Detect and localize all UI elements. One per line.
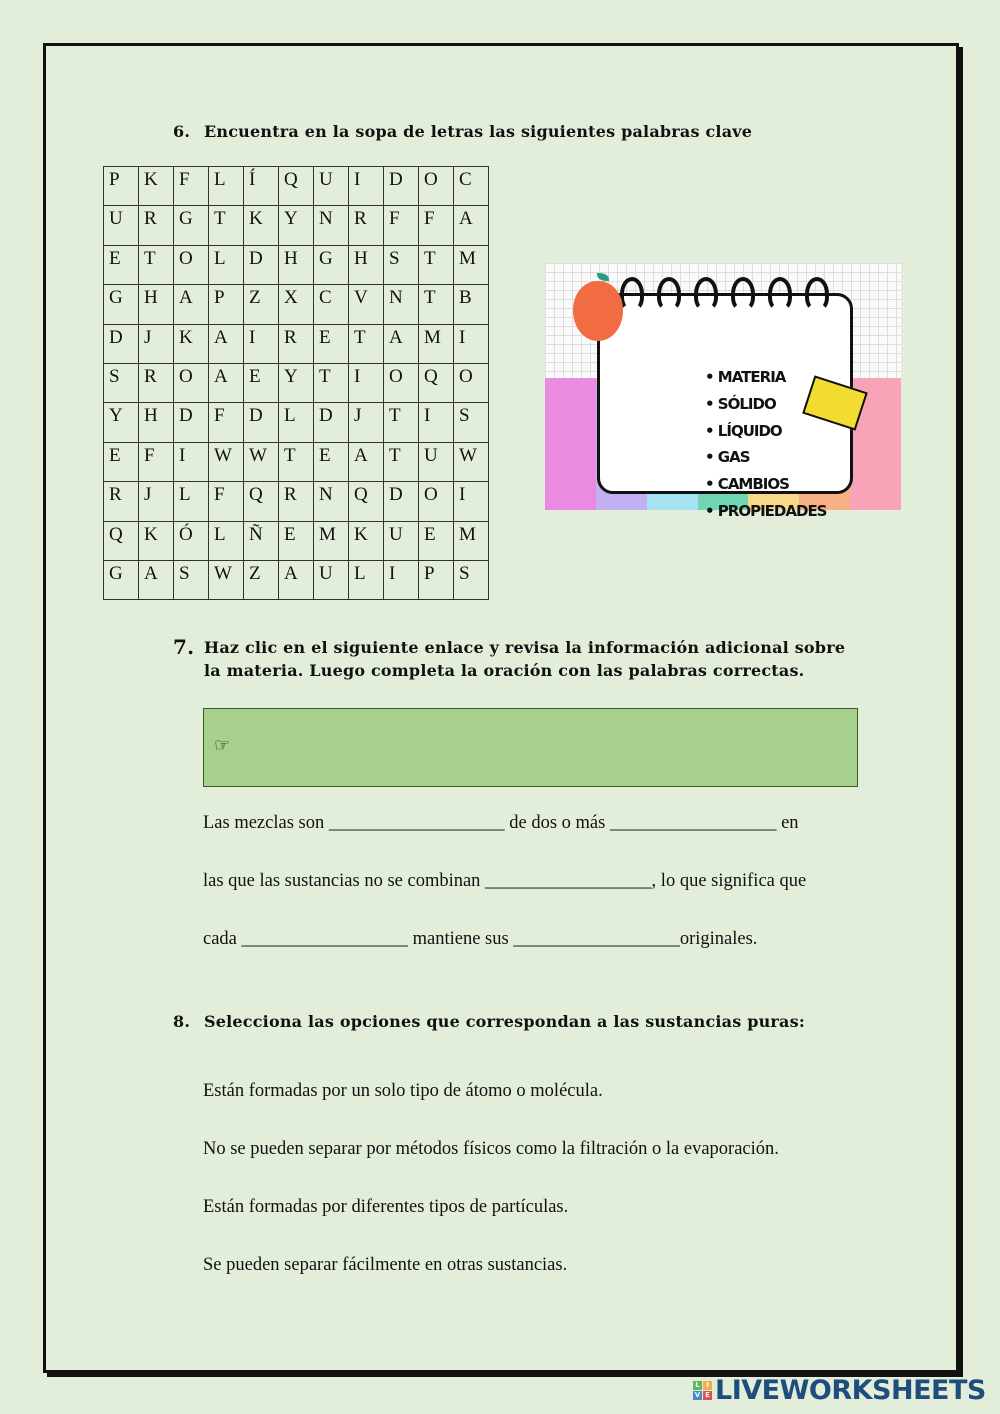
- grid-cell[interactable]: A: [349, 442, 384, 481]
- grid-cell[interactable]: G: [174, 206, 209, 245]
- grid-cell[interactable]: Q: [279, 167, 314, 206]
- fill-blank-line[interactable]: las que las sustancias no se combinan __________________, lo que significa que: [203, 871, 807, 891]
- grid-cell[interactable]: R: [279, 482, 314, 521]
- grid-cell[interactable]: U: [419, 442, 454, 481]
- grid-cell[interactable]: C: [454, 167, 489, 206]
- grid-cell[interactable]: M: [454, 521, 489, 560]
- logo-letter: L: [693, 1381, 702, 1390]
- grid-cell[interactable]: T: [384, 403, 419, 442]
- grid-cell[interactable]: S: [174, 560, 209, 599]
- ring-icon: [731, 277, 755, 311]
- grid-cell[interactable]: K: [174, 324, 209, 363]
- option-4[interactable]: Se pueden separar fácilmente en otras sustancias.: [203, 1255, 568, 1275]
- grid-row: [104, 285, 489, 324]
- grid-cell[interactable]: I: [419, 403, 454, 442]
- leaf-icon: [597, 273, 609, 281]
- grid-cell[interactable]: R: [139, 363, 174, 402]
- keyword-item: • CAMBIOS: [705, 475, 789, 494]
- grid-cell[interactable]: U: [314, 167, 349, 206]
- grid-row: [104, 442, 489, 481]
- grid-cell[interactable]: Q: [349, 482, 384, 521]
- logo-text: LIVEWORKSHEETS: [715, 1375, 986, 1406]
- grid-cell[interactable]: S: [454, 403, 489, 442]
- grid-cell[interactable]: F: [419, 206, 454, 245]
- grid-cell[interactable]: T: [314, 363, 349, 402]
- grid-cell[interactable]: F: [174, 167, 209, 206]
- grid-cell[interactable]: J: [349, 403, 384, 442]
- grid-cell[interactable]: E: [244, 363, 279, 402]
- option-1[interactable]: Están formadas por un solo tipo de átomo o molécula.: [203, 1081, 603, 1101]
- grid-cell[interactable]: E: [104, 442, 139, 481]
- grid-cell[interactable]: O: [174, 363, 209, 402]
- grid-cell[interactable]: T: [279, 442, 314, 481]
- grid-row: [104, 482, 489, 521]
- grid-cell[interactable]: G: [104, 560, 139, 599]
- grid-cell[interactable]: E: [279, 521, 314, 560]
- logo-letter: E: [703, 1391, 712, 1400]
- grid-cell[interactable]: D: [104, 324, 139, 363]
- grid-cell[interactable]: U: [384, 521, 419, 560]
- grid-row: [104, 560, 489, 599]
- grid-cell[interactable]: B: [454, 285, 489, 324]
- grid-cell[interactable]: S: [104, 363, 139, 402]
- grid-cell[interactable]: K: [139, 167, 174, 206]
- grid-cell[interactable]: H: [279, 245, 314, 284]
- grid-cell[interactable]: D: [384, 482, 419, 521]
- question-6-heading: [173, 120, 873, 143]
- grid-cell[interactable]: R: [104, 482, 139, 521]
- ring-icon: [620, 277, 644, 311]
- link-box[interactable]: [203, 708, 858, 787]
- grid-cell[interactable]: I: [349, 167, 384, 206]
- grid-cell[interactable]: N: [384, 285, 419, 324]
- grid-cell[interactable]: D: [384, 167, 419, 206]
- question-title: Haz clic en el siguiente enlace y revisa la información adicional sobre la materia. Luego completa la oración con las palabras correctas.: [204, 638, 846, 680]
- grid-cell[interactable]: Ó: [174, 521, 209, 560]
- grid-cell[interactable]: Y: [104, 403, 139, 442]
- grid-cell[interactable]: O: [384, 363, 419, 402]
- grid-cell[interactable]: Y: [279, 363, 314, 402]
- grid-cell[interactable]: D: [244, 403, 279, 442]
- grid-cell[interactable]: R: [279, 324, 314, 363]
- grid-cell[interactable]: F: [209, 403, 244, 442]
- grid-cell[interactable]: G: [104, 285, 139, 324]
- question-number: 7.: [173, 635, 195, 659]
- grid-cell[interactable]: O: [454, 363, 489, 402]
- grid-cell[interactable]: I: [454, 482, 489, 521]
- grid-cell[interactable]: A: [209, 324, 244, 363]
- grid-cell[interactable]: K: [244, 206, 279, 245]
- grid-cell[interactable]: I: [174, 442, 209, 481]
- grid-cell[interactable]: O: [419, 482, 454, 521]
- grid-cell[interactable]: V: [349, 285, 384, 324]
- grid-cell[interactable]: F: [139, 442, 174, 481]
- grid-cell[interactable]: M: [419, 324, 454, 363]
- grid-cell[interactable]: O: [174, 245, 209, 284]
- grid-cell[interactable]: R: [349, 206, 384, 245]
- grid-cell[interactable]: Í: [244, 167, 279, 206]
- grid-cell[interactable]: H: [139, 285, 174, 324]
- grid-cell[interactable]: O: [419, 167, 454, 206]
- grid-cell[interactable]: A: [174, 285, 209, 324]
- keyword-list: [705, 364, 827, 525]
- grid-cell[interactable]: P: [419, 560, 454, 599]
- liveworksheets-logo: [693, 1375, 986, 1406]
- grid-row: [104, 403, 489, 442]
- grid-cell[interactable]: A: [384, 324, 419, 363]
- grid-cell[interactable]: P: [209, 285, 244, 324]
- grid-cell[interactable]: J: [139, 482, 174, 521]
- question-title: Selecciona las opciones que correspondan a las sustancias puras:: [204, 1012, 805, 1031]
- option-3[interactable]: Están formadas por diferentes tipos de partículas.: [203, 1197, 569, 1217]
- keywords-illustration: [545, 263, 901, 520]
- grid-cell[interactable]: L: [209, 245, 244, 284]
- grid-cell[interactable]: L: [209, 167, 244, 206]
- grid-cell[interactable]: U: [314, 560, 349, 599]
- grid-cell[interactable]: E: [104, 245, 139, 284]
- logo-letter: V: [694, 1391, 701, 1399]
- grid-cell[interactable]: E: [314, 442, 349, 481]
- grid-cell[interactable]: Q: [104, 521, 139, 560]
- grid-cell[interactable]: D: [244, 245, 279, 284]
- grid-cell[interactable]: Y: [279, 206, 314, 245]
- grid-cell[interactable]: T: [384, 442, 419, 481]
- grid-cell[interactable]: T: [209, 206, 244, 245]
- grid-cell[interactable]: Q: [419, 363, 454, 402]
- pointing-hand-icon[interactable]: ☞: [214, 735, 231, 755]
- fill-blank-line[interactable]: Las mezclas son ___________________ de dos o más __________________ en: [203, 813, 799, 833]
- grid-cell[interactable]: I: [384, 560, 419, 599]
- grid-cell[interactable]: U: [104, 206, 139, 245]
- option-2[interactable]: No se pueden separar por métodos físicos como la filtración o la evaporación.: [203, 1139, 779, 1159]
- grid-cell[interactable]: M: [314, 521, 349, 560]
- grid-cell[interactable]: N: [314, 482, 349, 521]
- grid-cell[interactable]: L: [174, 482, 209, 521]
- grid-cell[interactable]: H: [349, 245, 384, 284]
- keyword-item: • MATERIA: [705, 368, 786, 386]
- keyword-item: • LÍQUIDO: [705, 421, 782, 440]
- question-title: Encuentra en la sopa de letras las siguientes palabras clave: [204, 122, 753, 141]
- grid-cell[interactable]: A: [454, 206, 489, 245]
- question-number: 6.: [173, 122, 191, 141]
- grid-cell[interactable]: T: [419, 245, 454, 284]
- grid-row: [104, 167, 489, 206]
- ring-icon: [805, 277, 829, 311]
- grid-cell[interactable]: K: [349, 521, 384, 560]
- grid-row: [104, 206, 489, 245]
- ring-icon: [694, 277, 718, 311]
- grid-cell[interactable]: A: [139, 560, 174, 599]
- keyword-item: • PROPIEDADES: [705, 501, 827, 520]
- grid-cell[interactable]: W: [244, 442, 279, 481]
- grid-cell[interactable]: L: [349, 560, 384, 599]
- ring-icon: [768, 277, 792, 311]
- question-8-heading: [173, 1010, 813, 1033]
- grid-cell[interactable]: F: [209, 482, 244, 521]
- word-search-grid[interactable]: [103, 166, 489, 600]
- grid-row: [104, 363, 489, 402]
- grid-cell[interactable]: L: [209, 521, 244, 560]
- grid-row: [104, 245, 489, 284]
- grid-cell[interactable]: I: [349, 363, 384, 402]
- grid-cell[interactable]: J: [139, 324, 174, 363]
- ring-icon: [657, 277, 681, 311]
- grid-cell[interactable]: F: [384, 206, 419, 245]
- grid-cell[interactable]: D: [314, 403, 349, 442]
- grid-cell[interactable]: T: [349, 324, 384, 363]
- grid-cell[interactable]: T: [139, 245, 174, 284]
- grid-cell[interactable]: H: [139, 403, 174, 442]
- grid-cell[interactable]: I: [244, 324, 279, 363]
- grid-cell[interactable]: M: [454, 245, 489, 284]
- grid-cell[interactable]: Z: [244, 560, 279, 599]
- grid-cell[interactable]: T: [419, 285, 454, 324]
- grid-cell[interactable]: W: [209, 560, 244, 599]
- fill-blank-line[interactable]: cada __________________ mantiene sus __________________originales.: [203, 929, 758, 949]
- grid-cell[interactable]: Q: [244, 482, 279, 521]
- keyword-item: • GAS: [705, 448, 750, 467]
- grid-cell[interactable]: X: [279, 285, 314, 324]
- question-7-heading: [173, 636, 863, 682]
- keyword-item: • SÓLIDO: [705, 394, 776, 413]
- grid-cell[interactable]: P: [104, 167, 139, 206]
- grid-cell[interactable]: Z: [244, 285, 279, 324]
- question-number: 8.: [173, 1012, 191, 1031]
- grid-cell[interactable]: I: [454, 324, 489, 363]
- grid-cell[interactable]: W: [209, 442, 244, 481]
- grid-cell[interactable]: K: [139, 521, 174, 560]
- apple-icon: [573, 281, 623, 341]
- grid-cell[interactable]: E: [419, 521, 454, 560]
- grid-cell[interactable]: N: [314, 206, 349, 245]
- grid-cell[interactable]: L: [279, 403, 314, 442]
- grid-row: [104, 324, 489, 363]
- grid-cell[interactable]: W: [454, 442, 489, 481]
- grid-cell[interactable]: A: [209, 363, 244, 402]
- logo-letter: I: [703, 1381, 712, 1390]
- grid-row: [104, 521, 489, 560]
- grid-cell[interactable]: E: [314, 324, 349, 363]
- grid-cell[interactable]: Ñ: [244, 521, 279, 560]
- grid-cell[interactable]: S: [454, 560, 489, 599]
- grid-cell[interactable]: R: [139, 206, 174, 245]
- grid-cell[interactable]: S: [384, 245, 419, 284]
- grid-cell[interactable]: D: [174, 403, 209, 442]
- grid-cell[interactable]: A: [279, 560, 314, 599]
- grid-cell[interactable]: C: [314, 285, 349, 324]
- grid-cell[interactable]: G: [314, 245, 349, 284]
- logo-mark-icon: [693, 1381, 712, 1400]
